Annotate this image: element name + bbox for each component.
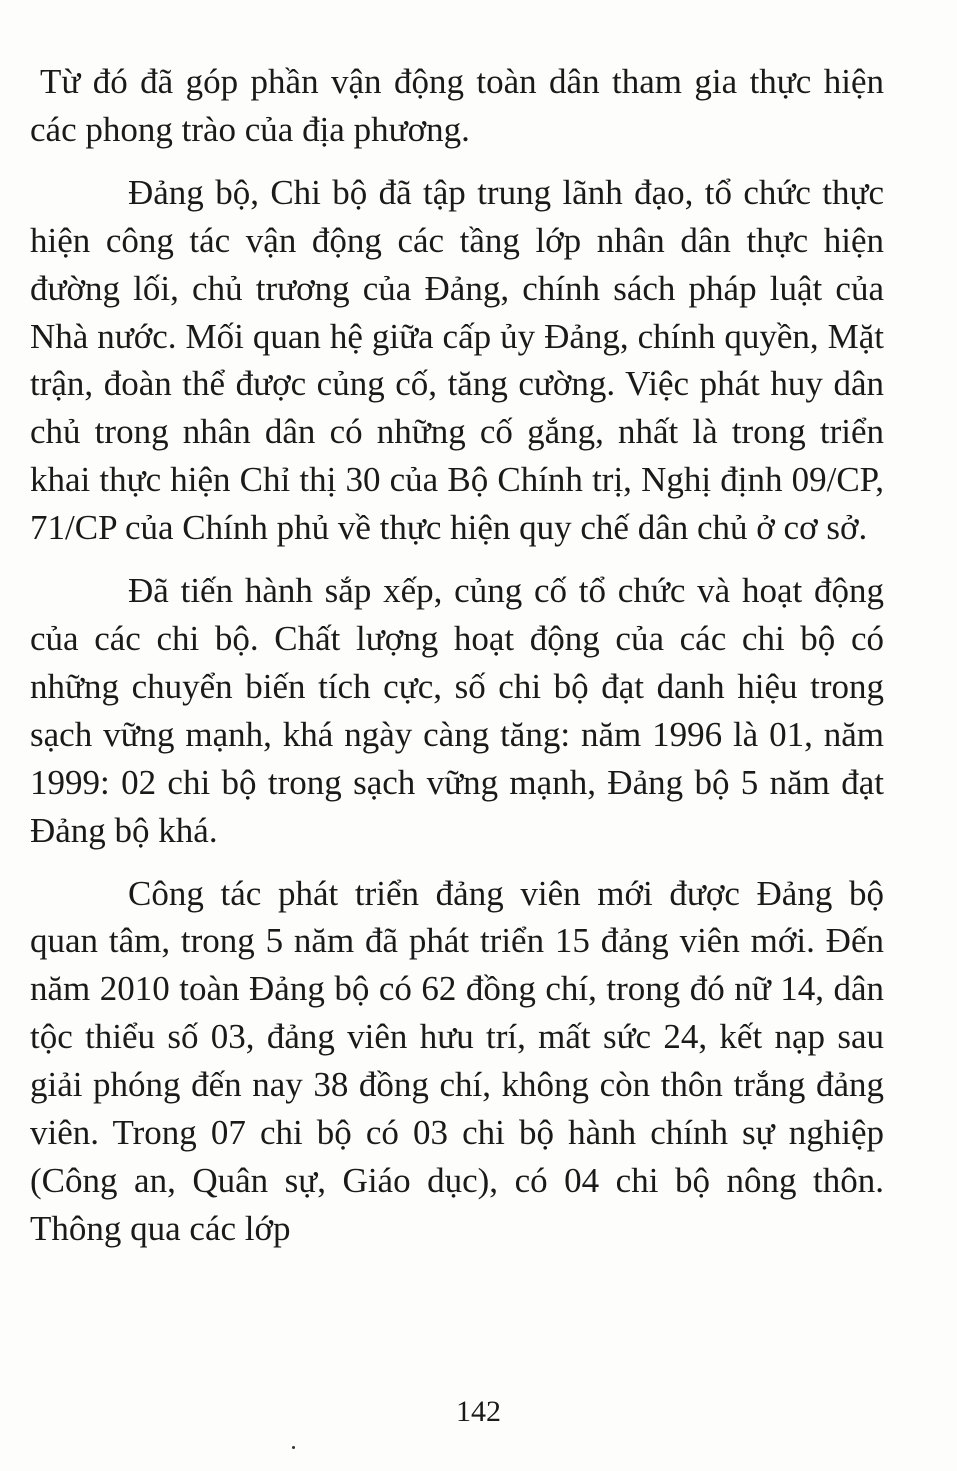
paragraph-3: Đã tiến hành sắp xếp, củng cố tổ chức và hoạt động của các chi bộ. Chất lượng hoạt động của các chi bộ có những chuyển biến tích cực, số chi bộ đạt danh hiệu trong sạch vững mạnh, khá ngày càng tăng: năm 1996 là 01, năm 1999: 02 chi bộ trong sạch vững mạnh, Đảng bộ 5 năm đạt Đảng bộ khá.: [30, 571, 884, 850]
paragraph-1: Từ đó đã góp phần vận động toàn dân tham gia thực hiện các phong trào của địa phương.: [30, 62, 884, 149]
body-text: [30, 58, 884, 1268]
scan-speck: [292, 1446, 295, 1449]
paragraph-4: Công tác phát triển đảng viên mới được Đảng bộ quan tâm, trong 5 năm đã phát triển 15 đảng viên mới. Đến năm 2010 toàn Đảng bộ có 62 đồng chí, trong đó nữ 14, dân tộc thiểu số 03, đảng viên hưu trí, mất sức 24, kết nạp sau giải phóng đến nay 38 đồng chí, không còn thôn trắng đảng viên. Trong 07 chi bộ có 03 chi bộ hành chính sự nghiệp (Công an, Quân sự, Giáo dục), có 04 chi bộ nông thôn. Thông qua các lớp: [30, 873, 884, 1248]
page-number: 142: [456, 1395, 501, 1428]
paragraph-2: Đảng bộ, Chi bộ đã tập trung lãnh đạo, tổ chức thực hiện công tác vận động các tầng lớp nhân dân thực hiện đường lối, chủ trương của Đảng, chính sách pháp luật của Nhà nước. Mối quan hệ giữa cấp ủy Đảng, chính quyền, Mặt trận, đoàn thể được củng cố, tăng cường. Việc phát huy dân chủ trong nhân dân có những cố gắng, nhất là trong triển khai thực hiện Chỉ thị 30 của Bộ Chính trị, Nghị định 09/CP, 71/CP của Chính phủ về thực hiện quy chế dân chủ ở cơ sở.: [30, 172, 884, 548]
